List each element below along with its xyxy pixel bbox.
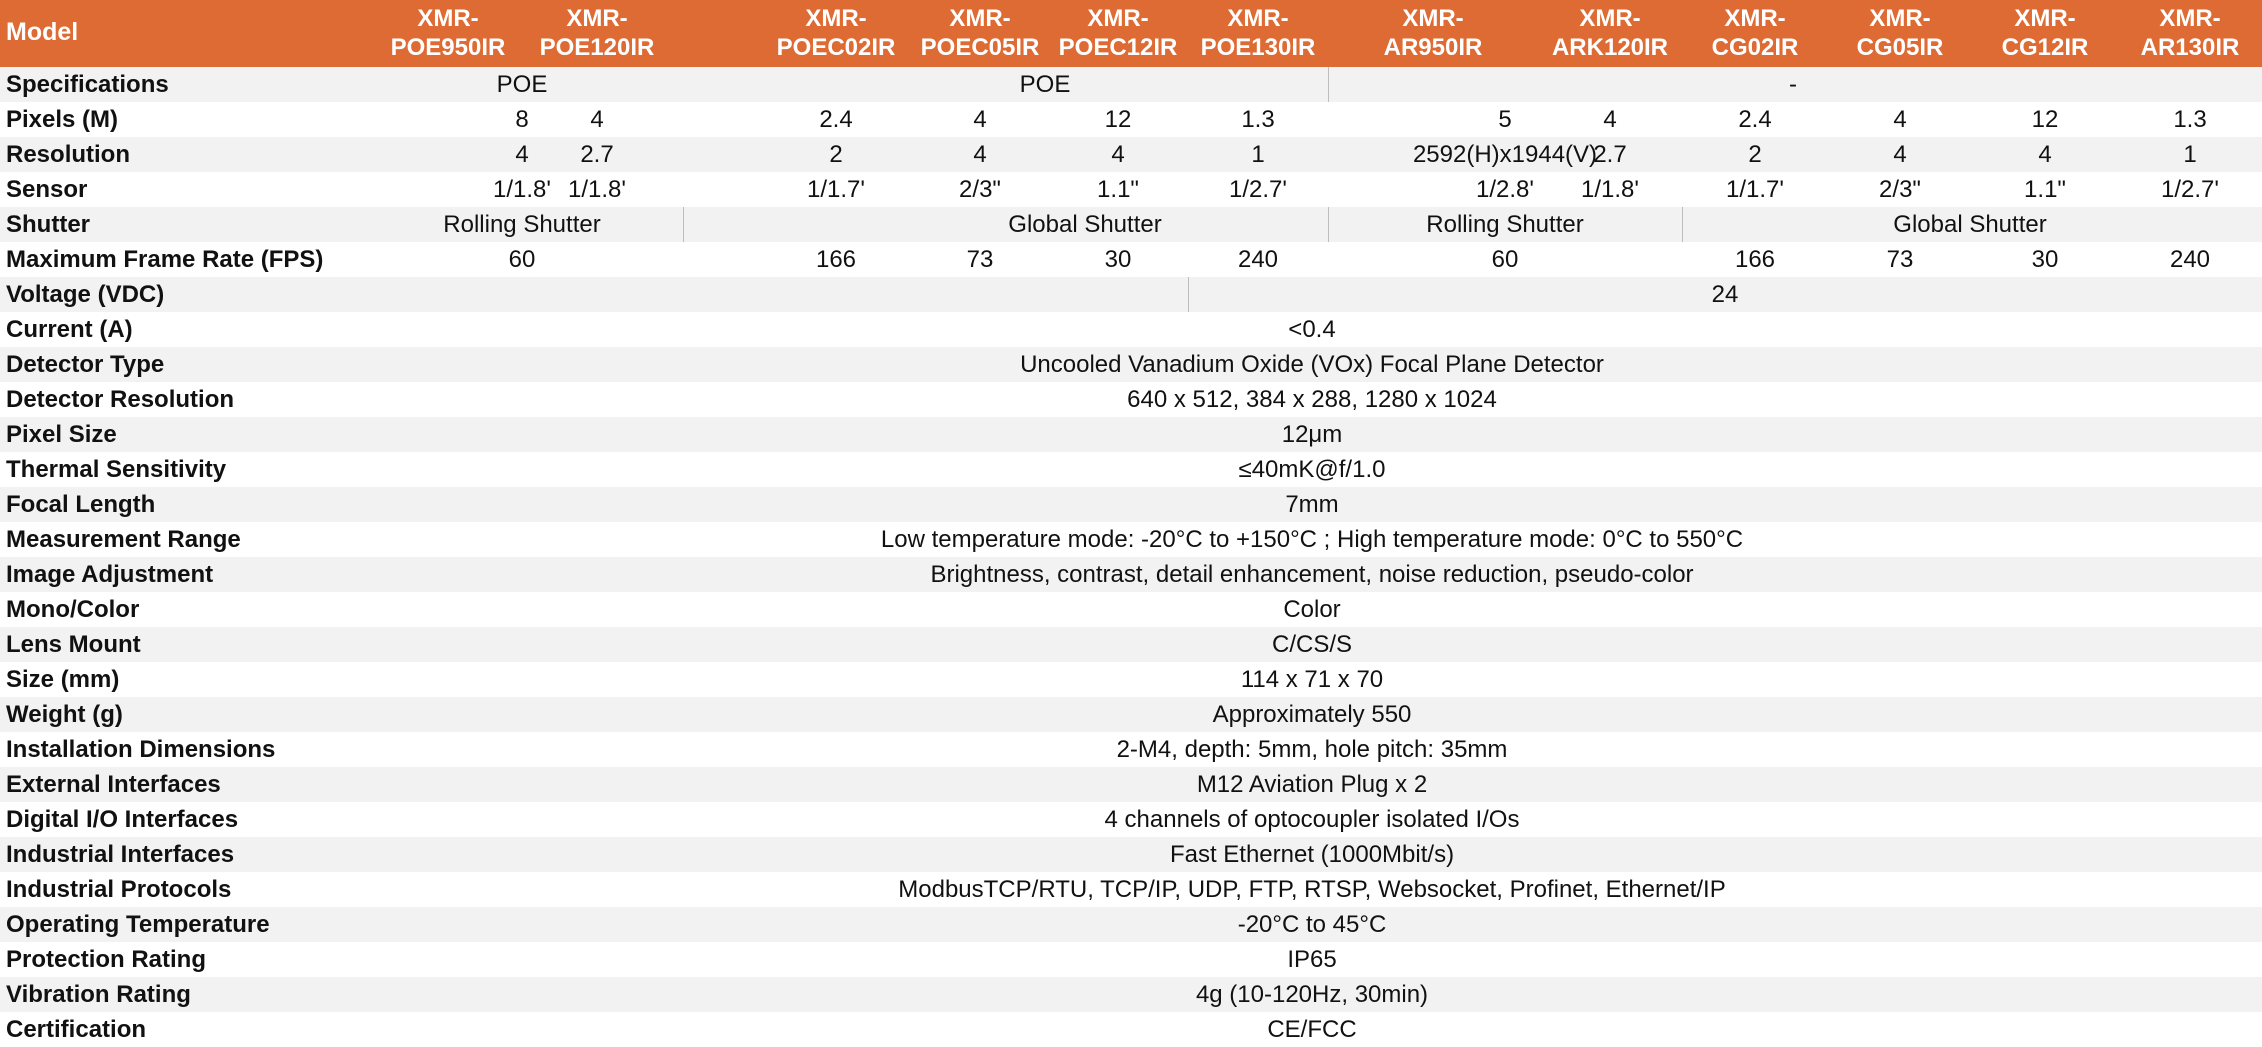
row-label: Image Adjustment bbox=[6, 561, 214, 588]
row-value: 4 bbox=[590, 106, 604, 133]
model-prefix: XMR- bbox=[417, 5, 479, 32]
row-label: Industrial Protocols bbox=[6, 876, 232, 903]
model-name: CG05IR bbox=[1856, 34, 1944, 61]
column-divider bbox=[683, 207, 684, 242]
row-label: Weight (g) bbox=[6, 701, 123, 728]
row-value: Rolling Shutter bbox=[443, 211, 601, 238]
row-value: 1.1" bbox=[1097, 176, 1139, 203]
row-label: Certification bbox=[6, 1016, 147, 1043]
row-value: 1/1.7' bbox=[807, 176, 865, 203]
row-label: Operating Temperature bbox=[6, 911, 270, 938]
row-value: 60 bbox=[1491, 246, 1519, 273]
row-value: Approximately 550 bbox=[1212, 701, 1412, 728]
header-model-9 bbox=[1830, 4, 1970, 62]
row-value: POE bbox=[496, 71, 548, 98]
table-row bbox=[0, 1012, 2262, 1047]
table-row bbox=[0, 907, 2262, 942]
row-value: 2/3" bbox=[1879, 176, 1921, 203]
row-value: 12 bbox=[1104, 106, 1132, 133]
row-label: Pixels (M) bbox=[6, 106, 119, 133]
table-row bbox=[0, 557, 2262, 592]
row-value: <0.4 bbox=[1288, 316, 1336, 343]
row-label: External Interfaces bbox=[6, 771, 221, 798]
row-label: Vibration Rating bbox=[6, 981, 191, 1008]
row-label: Resolution bbox=[6, 141, 130, 168]
row-value: 4 bbox=[1893, 106, 1907, 133]
model-name: POE120IR bbox=[539, 34, 655, 61]
row-label: Measurement Range bbox=[6, 526, 241, 553]
row-label: Shutter bbox=[6, 211, 90, 238]
table-row bbox=[0, 137, 2262, 172]
row-value: 166 bbox=[1734, 246, 1776, 273]
table-row bbox=[0, 67, 2262, 102]
table-row bbox=[0, 487, 2262, 522]
table-row bbox=[0, 347, 2262, 382]
row-label: Sensor bbox=[6, 176, 88, 203]
model-name: POE950IR bbox=[390, 34, 506, 61]
table-row bbox=[0, 802, 2262, 837]
row-value: 2.4 bbox=[819, 106, 853, 133]
row-value: 4 bbox=[973, 141, 987, 168]
row-value: Color bbox=[1283, 596, 1341, 623]
row-value: 4 bbox=[973, 106, 987, 133]
table-row bbox=[0, 382, 2262, 417]
header-model-2 bbox=[766, 4, 906, 62]
row-value: Uncooled Vanadium Oxide (VOx) Focal Plane Detector bbox=[1020, 351, 1604, 378]
row-value: 1.3 bbox=[1241, 106, 1275, 133]
table-row bbox=[0, 942, 2262, 977]
row-value: 1/2.7' bbox=[1229, 176, 1287, 203]
model-prefix: XMR- bbox=[1869, 5, 1931, 32]
model-name: POE130IR bbox=[1200, 34, 1316, 61]
row-value: 114 x 71 x 70 bbox=[1240, 666, 1384, 693]
table-row bbox=[0, 417, 2262, 452]
table-row bbox=[0, 172, 2262, 207]
row-value: 2 bbox=[829, 141, 843, 168]
row-label: Industrial Interfaces bbox=[6, 841, 235, 868]
model-prefix: XMR- bbox=[1724, 5, 1786, 32]
row-value: 1 bbox=[2183, 141, 2197, 168]
row-value: Rolling Shutter bbox=[1426, 211, 1584, 238]
row-value: 8 bbox=[515, 106, 529, 133]
model-prefix: XMR- bbox=[2159, 5, 2221, 32]
row-label: Thermal Sensitivity bbox=[6, 456, 227, 483]
row-value: 30 bbox=[1104, 246, 1132, 273]
row-value: 1.3 bbox=[2173, 106, 2207, 133]
model-prefix: XMR- bbox=[1402, 5, 1464, 32]
header-model-label: Model bbox=[6, 18, 79, 46]
column-divider bbox=[1328, 207, 1329, 242]
row-label: Digital I/O Interfaces bbox=[6, 806, 239, 833]
row-value: 1/1.8' bbox=[568, 176, 626, 203]
row-value: Global Shutter bbox=[1893, 211, 2047, 238]
row-value: 2.4 bbox=[1738, 106, 1772, 133]
model-prefix: XMR- bbox=[1579, 5, 1641, 32]
row-label: Current (A) bbox=[6, 316, 133, 343]
row-value: 240 bbox=[1237, 246, 1279, 273]
row-value: 4 bbox=[1603, 106, 1617, 133]
row-label: Focal Length bbox=[6, 491, 156, 518]
row-value: 2592(H)x1944(V) bbox=[1412, 141, 1598, 168]
header-model-1 bbox=[527, 4, 667, 62]
model-name: POEC02IR bbox=[776, 34, 896, 61]
row-value: 4 channels of optocoupler isolated I/Os bbox=[1104, 806, 1520, 833]
row-label: Protection Rating bbox=[6, 946, 207, 973]
row-value: Low temperature mode: -20°C to +150°C ; High temperature mode: 0°C to 550°C bbox=[880, 526, 1744, 553]
row-value: 73 bbox=[1886, 246, 1914, 273]
row-value: 1/2.7' bbox=[2161, 176, 2219, 203]
model-name: ARK120IR bbox=[1551, 34, 1669, 61]
table-row bbox=[0, 977, 2262, 1012]
model-prefix: XMR- bbox=[949, 5, 1011, 32]
row-value: C/CS/S bbox=[1271, 631, 1352, 658]
row-label: Detector Resolution bbox=[6, 386, 235, 413]
table-row bbox=[0, 452, 2262, 487]
row-value: 1/1.8' bbox=[493, 176, 551, 203]
row-value: 240 bbox=[2169, 246, 2211, 273]
row-value: 12 bbox=[2031, 106, 2059, 133]
header-model-4 bbox=[1048, 4, 1188, 62]
row-value: 1.1" bbox=[2024, 176, 2066, 203]
header-model-11 bbox=[2120, 4, 2260, 62]
header-model-5 bbox=[1188, 4, 1328, 62]
row-value: 7mm bbox=[1285, 491, 1339, 518]
row-label: Pixel Size bbox=[6, 421, 117, 448]
row-label: Installation Dimensions bbox=[6, 736, 276, 763]
header-model-3 bbox=[910, 4, 1050, 62]
table-row bbox=[0, 872, 2262, 907]
row-value: 30 bbox=[2031, 246, 2059, 273]
row-label: Detector Type bbox=[6, 351, 165, 378]
column-divider bbox=[1328, 67, 1329, 102]
table-header bbox=[0, 0, 2262, 67]
row-label: Mono/Color bbox=[6, 596, 140, 623]
table-row bbox=[0, 312, 2262, 347]
row-value: 4 bbox=[1893, 141, 1907, 168]
row-value: 24 bbox=[1711, 281, 1739, 308]
row-value: 640 x 512, 384 x 288, 1280 x 1024 bbox=[1127, 386, 1497, 413]
table-row bbox=[0, 242, 2262, 277]
row-value: 4 bbox=[515, 141, 529, 168]
table-row bbox=[0, 207, 2262, 242]
header-model-8 bbox=[1685, 4, 1825, 62]
row-value: 1/1.7' bbox=[1726, 176, 1784, 203]
table-row bbox=[0, 767, 2262, 802]
row-label: Lens Mount bbox=[6, 631, 141, 658]
row-value: ModbusTCP/RTU, TCP/IP, UDP, FTP, RTSP, Websocket, Profinet, Ethernet/IP bbox=[898, 876, 1726, 903]
row-value: 166 bbox=[815, 246, 857, 273]
row-value: Global Shutter bbox=[1008, 211, 1162, 238]
row-value: 2-M4, depth: 5mm, hole pitch: 35mm bbox=[1116, 736, 1508, 763]
row-label: Voltage (VDC) bbox=[6, 281, 165, 308]
row-value: 4 bbox=[1111, 141, 1125, 168]
row-value: POE bbox=[1019, 71, 1071, 98]
row-value: ≤40mK@f/1.0 bbox=[1238, 456, 1386, 483]
model-prefix: XMR- bbox=[1087, 5, 1149, 32]
row-value: 5 bbox=[1498, 106, 1512, 133]
model-name: CG02IR bbox=[1711, 34, 1799, 61]
model-name: CG12IR bbox=[2001, 34, 2089, 61]
row-value: 2.7 bbox=[1593, 141, 1627, 168]
table-row bbox=[0, 662, 2262, 697]
row-value: - bbox=[1789, 71, 1797, 98]
row-value: -20°C to 45°C bbox=[1237, 911, 1387, 938]
row-value: 2/3" bbox=[959, 176, 1001, 203]
row-label: Maximum Frame Rate (FPS) bbox=[6, 246, 324, 273]
row-value: 2.7 bbox=[580, 141, 614, 168]
row-value: 2 bbox=[1748, 141, 1762, 168]
row-value: 1 bbox=[1251, 141, 1265, 168]
table-row bbox=[0, 592, 2262, 627]
header-model-7 bbox=[1540, 4, 1680, 62]
row-value: 1/1.8' bbox=[1581, 176, 1639, 203]
row-value: 12μm bbox=[1281, 421, 1343, 448]
header-model-6 bbox=[1363, 4, 1503, 62]
row-value: 60 bbox=[508, 246, 536, 273]
column-divider bbox=[1682, 207, 1683, 242]
column-divider bbox=[1188, 277, 1189, 312]
model-name: AR130IR bbox=[2140, 34, 2240, 61]
model-prefix: XMR- bbox=[2014, 5, 2076, 32]
table-row bbox=[0, 522, 2262, 557]
table-row bbox=[0, 732, 2262, 767]
table-row bbox=[0, 697, 2262, 732]
model-prefix: XMR- bbox=[566, 5, 628, 32]
header-model-10 bbox=[1975, 4, 2115, 62]
row-value: 4 bbox=[2038, 141, 2052, 168]
row-label: Specifications bbox=[6, 71, 169, 98]
row-label: Size (mm) bbox=[6, 666, 120, 693]
row-value: Brightness, contrast, detail enhancement, noise reduction, pseudo-color bbox=[930, 561, 1694, 588]
model-name: POEC05IR bbox=[920, 34, 1040, 61]
header-model-0 bbox=[378, 4, 518, 62]
model-prefix: XMR- bbox=[805, 5, 867, 32]
row-value: 4g (10-120Hz, 30min) bbox=[1195, 981, 1429, 1008]
row-value: M12 Aviation Plug x 2 bbox=[1196, 771, 1428, 798]
row-value: Fast Ethernet (1000Mbit/s) bbox=[1169, 841, 1455, 868]
table-row bbox=[0, 837, 2262, 872]
table-row bbox=[0, 102, 2262, 137]
row-value: 1/2.8' bbox=[1476, 176, 1534, 203]
row-value: IP65 bbox=[1287, 946, 1337, 973]
model-name: POEC12IR bbox=[1058, 34, 1178, 61]
row-value: 73 bbox=[966, 246, 994, 273]
table-row bbox=[0, 277, 2262, 312]
row-value: CE/FCC bbox=[1267, 1016, 1357, 1043]
model-prefix: XMR- bbox=[1227, 5, 1289, 32]
model-name: AR950IR bbox=[1383, 34, 1483, 61]
table-row bbox=[0, 627, 2262, 662]
